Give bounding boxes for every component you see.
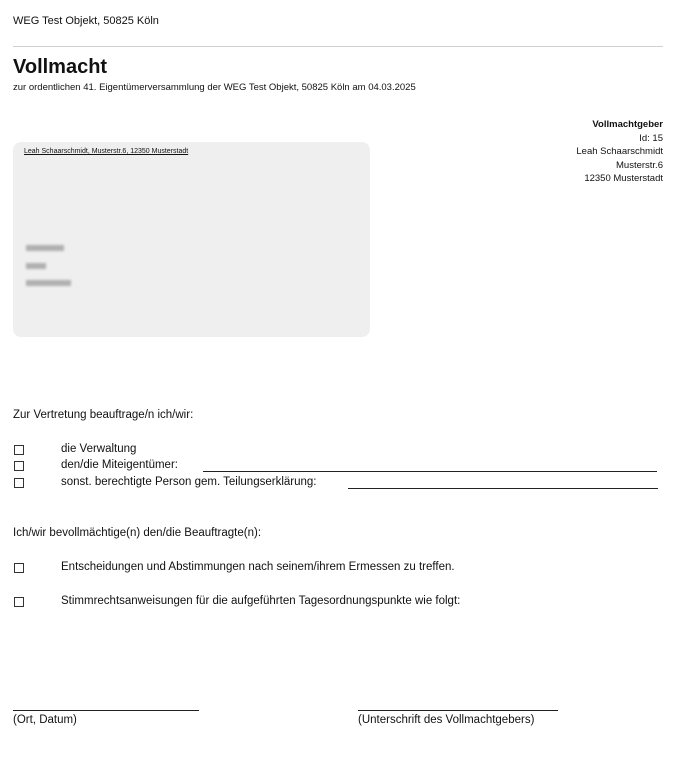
redacted-recipient-line: [26, 245, 64, 251]
page-title: Vollmacht: [13, 56, 108, 78]
vollmachtgeber-id: Id: 15: [639, 132, 663, 144]
redacted-recipient-line: [26, 280, 71, 286]
vollmachtgeber-city: 12350 Musterstadt: [584, 173, 663, 184]
vollmachtgeber-block: [576, 118, 663, 186]
miteigentuemer-fill-line[interactable]: [203, 471, 657, 472]
page-subtitle: zur ordentlichen 41. Eigentümerversammlung der WEG Test Objekt, 50825 Köln am 04.03.2025: [13, 82, 416, 93]
option-stimmrechtsanweisungen: Stimmrechtsanweisungen für die aufgeführten Tagesordnungspunkte wie folgt:: [61, 595, 461, 607]
checkbox-stimmrechtsanweisungen[interactable]: [14, 597, 24, 607]
berechtigte-person-fill-line[interactable]: [348, 488, 658, 489]
signature-label: (Unterschrift des Vollmachtgebers): [358, 714, 535, 726]
authorization-heading: Ich/wir bevollmächtige(n) den/die Beauftragte(n):: [13, 527, 262, 539]
option-miteigentuemer: den/die Miteigentümer:: [61, 459, 178, 471]
redacted-recipient-line: [26, 263, 46, 269]
vollmachtgeber-name: Leah Schaarschmidt: [576, 146, 663, 157]
checkbox-berechtigte-person[interactable]: [14, 478, 24, 488]
address-window: [13, 142, 370, 337]
place-date-label: (Ort, Datum): [13, 714, 77, 726]
header-address: WEG Test Objekt, 50825 Köln: [13, 15, 159, 27]
checkbox-verwaltung[interactable]: [14, 445, 24, 455]
checkbox-miteigentuemer[interactable]: [14, 461, 24, 471]
vollmachtgeber-street: Musterstr.6: [616, 159, 663, 171]
place-date-line[interactable]: [13, 710, 199, 711]
representation-heading: Zur Vertretung beauftrage/n ich/wir:: [13, 409, 194, 421]
option-ermessen: Entscheidungen und Abstimmungen nach seinem/ihrem Ermessen zu treffen.: [61, 561, 455, 573]
option-verwaltung: die Verwaltung: [61, 443, 137, 455]
header-divider: [13, 46, 663, 47]
vollmachtgeber-label: Vollmachtgeber: [592, 119, 663, 130]
signature-line[interactable]: [358, 710, 558, 711]
option-berechtigte-person: sonst. berechtigte Person gem. Teilungserklärung:: [61, 476, 317, 488]
sender-line: Leah Schaarschmidt, Musterstr.6, 12350 Musterstadt: [24, 148, 189, 155]
checkbox-ermessen[interactable]: [14, 563, 24, 573]
